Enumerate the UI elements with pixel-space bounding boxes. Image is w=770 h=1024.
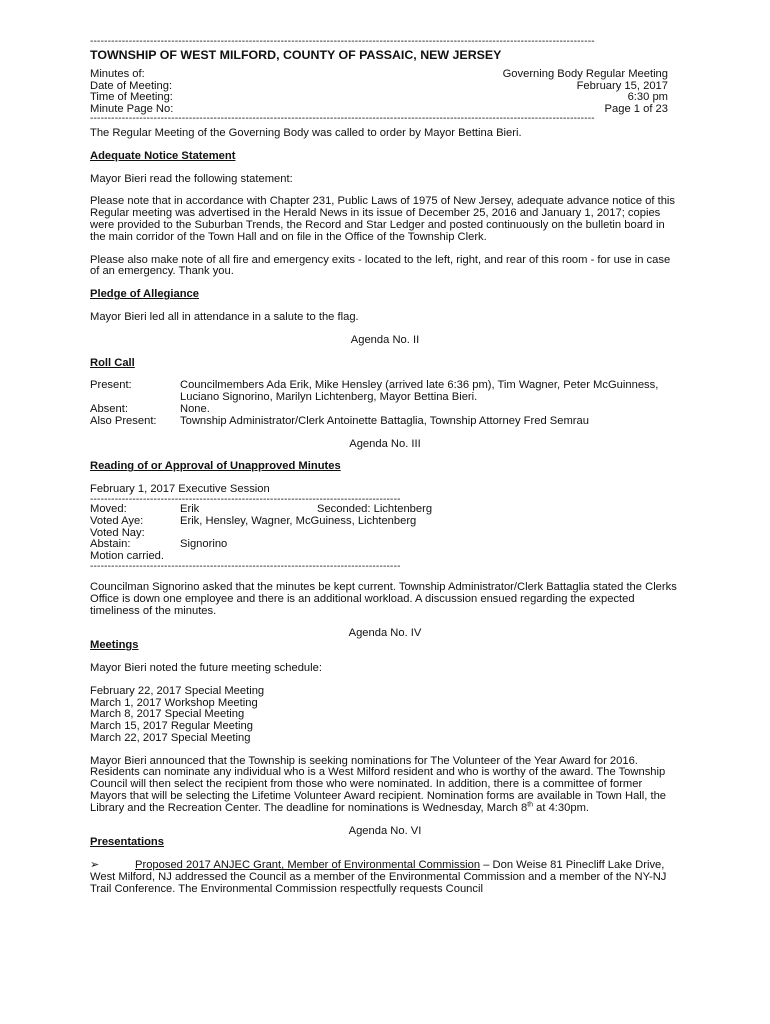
intro-paragraph: The Regular Meeting of the Governing Body was called to order by Mayor Bettina Bieri.: [90, 127, 522, 139]
heading-pledge: Pledge of Allegiance: [90, 288, 200, 301]
meeting-schedule-item: March 8, 2017 Special Meeting: [90, 708, 245, 721]
field-minutes-of: [90, 69, 680, 81]
field-time-of-meeting: [90, 92, 680, 104]
heading-meetings: Meetings: [90, 639, 139, 652]
field-label: Time of Meeting:: [90, 91, 173, 103]
volunteer-award-tail: at 4:30pm.: [533, 801, 590, 814]
motion-moved-row: [90, 504, 680, 516]
presentation-item-text: – Don Weise 81 Pinecliff Lake Drive, West Milford, NJ addressed the Council as a member of the Environmental Commission and a member of the NY-NJ Trail Conference. The Environmental Commission respectfully requests Council: [90, 859, 667, 895]
motion-nay-row: [90, 528, 680, 540]
heading-presentations: Presentations: [90, 836, 164, 849]
adequate-notice-lead: Mayor Bieri read the following statement:: [90, 172, 293, 185]
heading-roll-call: Roll Call: [90, 356, 135, 369]
field-date-of-meeting: [90, 81, 680, 93]
field-value: Governing Body Regular Meeting: [502, 68, 668, 80]
motion-aye-row: [90, 516, 680, 528]
field-value: February 15, 2017: [576, 79, 668, 92]
motion-abstain-value: Signorino: [180, 538, 228, 551]
meeting-schedule-item: March 15, 2017 Regular Meeting: [90, 720, 253, 733]
agenda-number-3: Agenda No. III: [349, 437, 421, 450]
roll-also-label: Also Present:: [90, 414, 157, 427]
header-rule-top: -----------------------------------------------------------------------------------------------------------------------------------------------: [90, 38, 595, 46]
minutes-document: [90, 38, 680, 896]
roll-also-value: Township Administrator/Clerk Antoinette Battaglia, Township Attorney Fred Semrau: [180, 414, 589, 427]
roll-absent-value: None.: [180, 402, 210, 415]
motion-seconded: Seconded: Lichtenberg: [317, 502, 433, 515]
motion-rule-top: ----------------------------------------------------------------------------------------: [90, 495, 401, 504]
motion-rule-bottom: ----------------------------------------------------------------------------------------: [90, 562, 401, 571]
roll-absent-row: [90, 404, 680, 416]
roll-present-row: [90, 380, 680, 404]
field-label: Date of Meeting:: [90, 79, 173, 92]
document-title: TOWNSHIP OF WEST MILFORD, COUNTY OF PASSAIC, NEW JERSEY: [90, 48, 502, 62]
header-rule-bottom: -----------------------------------------------------------------------------------------------------------------------------------------------: [90, 115, 595, 123]
volunteer-award-text: Mayor Bieri announced that the Township is seeking nominations for The Volunteer of the Year Award for 2016. Residents can nominate any individual who is a West Milford resident and who is worthy of the award. The Township Council will then select the recipient from those who were nominated. In addition, there is a committee of former Mayors that will be selecting the Lifetime Volunteer Award recipient. Nomination forms are available in Town Hall, the Library and the Recreation Center. The deadline for nominations is Wednesday, March 8: [90, 754, 667, 814]
minutes-session: February 1, 2017 Executive Session: [90, 483, 270, 496]
field-label: Minutes of:: [90, 68, 145, 80]
motion-abstain-row: [90, 539, 680, 551]
presentation-item: [90, 860, 680, 895]
motion-moved-value: Erik: [180, 502, 200, 515]
ordinal-suffix: th: [527, 801, 534, 809]
heading-minutes-approval: Reading of or Approval of Unapproved Minutes: [90, 460, 341, 473]
adequate-notice-statement: Please note that in accordance with Chapter 231, Public Laws of 1975 of New Jersey, adequate advance notice of this Regular meeting was advertised in the Herald News in its issue of December 25, 2016 and January 1, 2017; copies were provided to the Suburban Trends, the Record and Star Ledger and posted continuously on the bulletin board in the main corridor of the Town Hall and on file in the Office of the Township Clerk.: [90, 195, 676, 243]
field-value: 6:30 pm: [627, 91, 668, 103]
agenda-number-6: Agenda No. VI: [348, 824, 422, 837]
motion-carried: Motion carried.: [90, 550, 164, 563]
meeting-schedule-item: March 22, 2017 Special Meeting: [90, 731, 251, 744]
field-label: Minute Page No:: [90, 102, 174, 115]
field-minute-page: [90, 104, 680, 116]
roll-also-present-row: [90, 416, 680, 428]
meeting-schedule-item: February 22, 2017 Special Meeting: [90, 684, 265, 697]
meetings-intro: Mayor Bieri noted the future meeting schedule:: [90, 661, 322, 674]
field-value: Page 1 of 23: [604, 102, 668, 115]
emergency-exits-note: Please also make note of all fire and emergency exits - located to the left, right, and rear of this room - for use in case of an emergency. Thank you.: [90, 253, 671, 278]
arrow-bullet-icon: ➢: [90, 859, 100, 872]
motion-aye-value: Erik, Hensley, Wagner, McGuiness, Lichtenberg: [180, 514, 417, 527]
agenda-number-4: Agenda No. IV: [348, 627, 422, 640]
pledge-text: Mayor Bieri led all in attendance in a salute to the flag.: [90, 310, 359, 323]
roll-present-value: Councilmembers Ada Erik, Mike Hensley (arrived late 6:36 pm), Tim Wagner, Peter McGuinness, Luciano Signorino, Marilyn Lichtenberg, Mayor Bettina Bieri.: [180, 379, 659, 404]
motion-aye-label: Voted Aye:: [90, 514, 144, 527]
motion-nay-label: Voted Nay:: [90, 526, 145, 539]
motion-abstain-label: Abstain:: [90, 538, 131, 551]
heading-adequate-notice: Adequate Notice Statement: [90, 149, 236, 162]
roll-absent-label: Absent:: [90, 402, 128, 415]
volunteer-award-paragraph: [90, 756, 680, 815]
presentation-item-title: Proposed 2017 ANJEC Grant, Member of Environmental Commission: [135, 859, 481, 872]
motion-moved-label: Moved:: [90, 502, 127, 515]
meeting-schedule-item: March 1, 2017 Workshop Meeting: [90, 696, 258, 709]
roll-present-label: Present:: [90, 379, 132, 392]
agenda-number-2: Agenda No. II: [350, 333, 420, 346]
minutes-discussion: Councilman Signorino asked that the minutes be kept current. Township Administrator/Clerk Battaglia stated the Clerks Office is down one employee and there is an additional workload. A discussion ensued regarding the expected timeliness of the minutes.: [90, 580, 677, 617]
